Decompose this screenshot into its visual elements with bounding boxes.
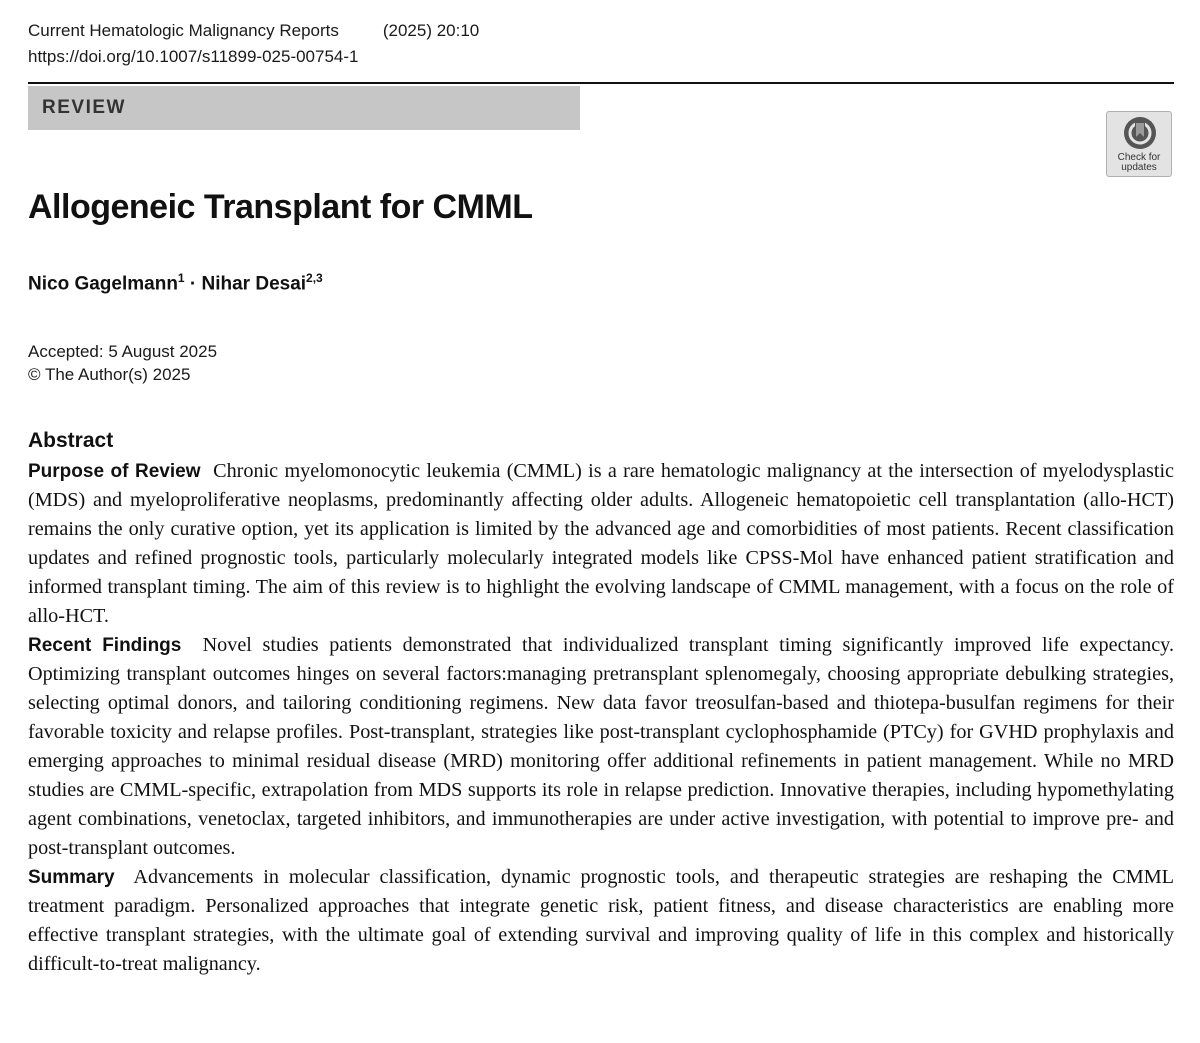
article-type-label: REVIEW [42, 97, 126, 118]
author-separator: · [184, 273, 202, 295]
article-title: Allogeneic Transplant for CMML [28, 188, 533, 226]
author-affiliation: 1 [177, 271, 185, 285]
author-name[interactable]: Nihar Desai [201, 273, 307, 295]
author-list [28, 271, 323, 295]
section-text: Advancements in molecular classification, dynamic prognostic tools, and therapeutic strategies are reshaping the CMML treatment paradigm. Personalized approaches that integrate genetic risk, patient fitness, and disease characteristics are enabling more effective transplant strategies, with the ultimate goal of extending survival and improving quality of life in this complex and historically difficult-to-treat malignancy. [28, 866, 1175, 975]
check-updates-line2: updates [1121, 162, 1157, 173]
section-heading: Recent Findings [28, 635, 182, 656]
article-dates [28, 340, 217, 386]
accepted-date: Accepted: 5 August 2025 [28, 342, 218, 361]
article-type-banner [28, 86, 580, 130]
journal-name: Current Hematologic Malignancy Reports [28, 21, 339, 40]
author-affiliation: 2,3 [306, 271, 323, 285]
check-for-updates-button[interactable] [1106, 111, 1172, 177]
header-rule [28, 82, 1174, 84]
check-for-updates-icon [1122, 115, 1158, 151]
journal-line [28, 20, 479, 42]
author-name[interactable]: Nico Gagelmann [28, 273, 178, 295]
abstract-section-findings [28, 631, 1174, 863]
copyright-notice: © The Author(s) 2025 [28, 365, 191, 384]
abstract-body [28, 457, 1174, 979]
abstract-section-summary [28, 863, 1174, 979]
doi-link[interactable]: https://doi.org/10.1007/s11899-025-00754-1 [28, 47, 359, 66]
abstract-heading: Abstract [28, 429, 114, 452]
section-text: Novel studies patients demonstrated that individualized transplant timing significantly improved life expectancy. Optimizing transplant outcomes hinges on several factors:managing pretransplant splenomegaly, choosing appropriate debulking strategies, selecting optimal donors, and tailoring conditioning regimens. New data favor treosulfan-based and thiotepa-busulfan regimens for their favorable toxicity and relapse profiles. Post-transplant, strategies like post-transplant cyclophosphamide (PTCy) for GVHD prophylaxis and emerging approaches to minimal residual disease (MRD) monitoring offer additional refinements in patient management. While no MRD studies are CMML-specific, extrapolation from MDS supports its role in relapse prediction. Innovative therapies, including hypomethylating agent combinations, venetoclax, targeted inhibitors, and immunotherapies are under active investigation, with potential to improve pre- and post-transplant outcomes. [28, 634, 1175, 859]
journal-issue: (2025) 20:10 [382, 21, 480, 40]
abstract-section-purpose [28, 457, 1174, 631]
section-heading: Summary [28, 867, 115, 888]
section-text: Chronic myelomonocytic leukemia (CMML) is a rare hematologic malignancy at the intersection of myelodysplastic (MDS) and myeloproliferative neoplasms, predominantly affecting older adults. Allogeneic hematopoietic cell transplantation (allo-HCT) remains the only curative option, yet its application is limited by the advanced age and comorbidities of most patients. Recent classification updates and refined prognostic tools, particularly molecularly integrated models like CPSS-Mol have enhanced patient stratification and informed transplant timing. The aim of this review is to highlight the evolving landscape of CMML management, with a focus on the role of allo-HCT. [28, 460, 1175, 627]
check-updates-line1: Check for [1117, 152, 1161, 163]
section-heading: Purpose of Review [28, 461, 201, 482]
